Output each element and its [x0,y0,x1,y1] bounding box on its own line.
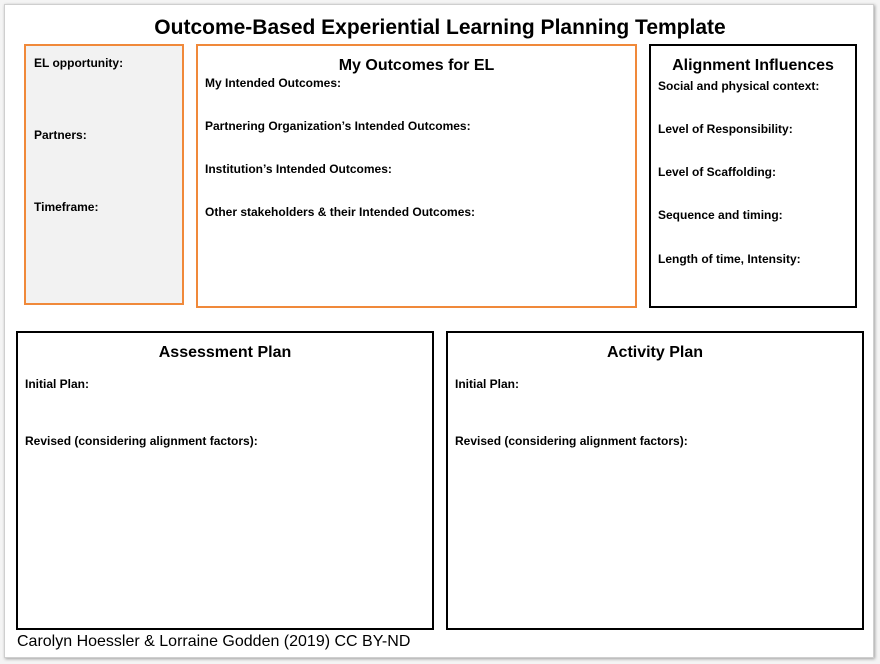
assessment-box [16,331,434,630]
partner-outcomes-label: Partnering Organization’s Intended Outcomes: [205,119,471,133]
partners-label: Partners: [34,128,87,142]
outcomes-title: My Outcomes for EL [338,57,495,74]
assessment-revised-label: Revised (considering alignment factors): [25,434,258,448]
activity-revised-label: Revised (considering alignment factors): [455,434,688,448]
stakeholder-outcomes-label: Other stakeholders & their Intended Outcomes: [205,205,476,219]
alignment-box [649,44,857,308]
alignment-title: Alignment Influences [672,57,834,74]
social-context-label: Social and physical context: [658,79,820,93]
el-details-box [24,44,184,305]
assessment-title: Assessment Plan [158,344,292,361]
timeframe-label: Timeframe: [34,200,99,214]
length-intensity-label: Length of time, Intensity: [658,252,801,266]
responsibility-label: Level of Responsibility: [658,122,793,136]
my-intended-outcomes-label: My Intended Outcomes: [205,76,342,90]
sequence-timing-label: Sequence and timing: [658,208,783,222]
activity-initial-label: Initial Plan: [455,377,520,391]
el-opportunity-label: EL opportunity: [34,56,124,70]
page-title: Outcome-Based Experiential Learning Planning Template [154,16,726,39]
activity-box [446,331,864,630]
institution-outcomes-label: Institution’s Intended Outcomes: [205,162,392,176]
footer-credit: Carolyn Hoessler & Lorraine Godden (2019) CC BY-ND [17,633,411,650]
activity-title: Activity Plan [606,344,704,361]
outcomes-box [196,44,637,308]
scaffolding-label: Level of Scaffolding: [658,165,777,179]
assessment-initial-label: Initial Plan: [25,377,90,391]
